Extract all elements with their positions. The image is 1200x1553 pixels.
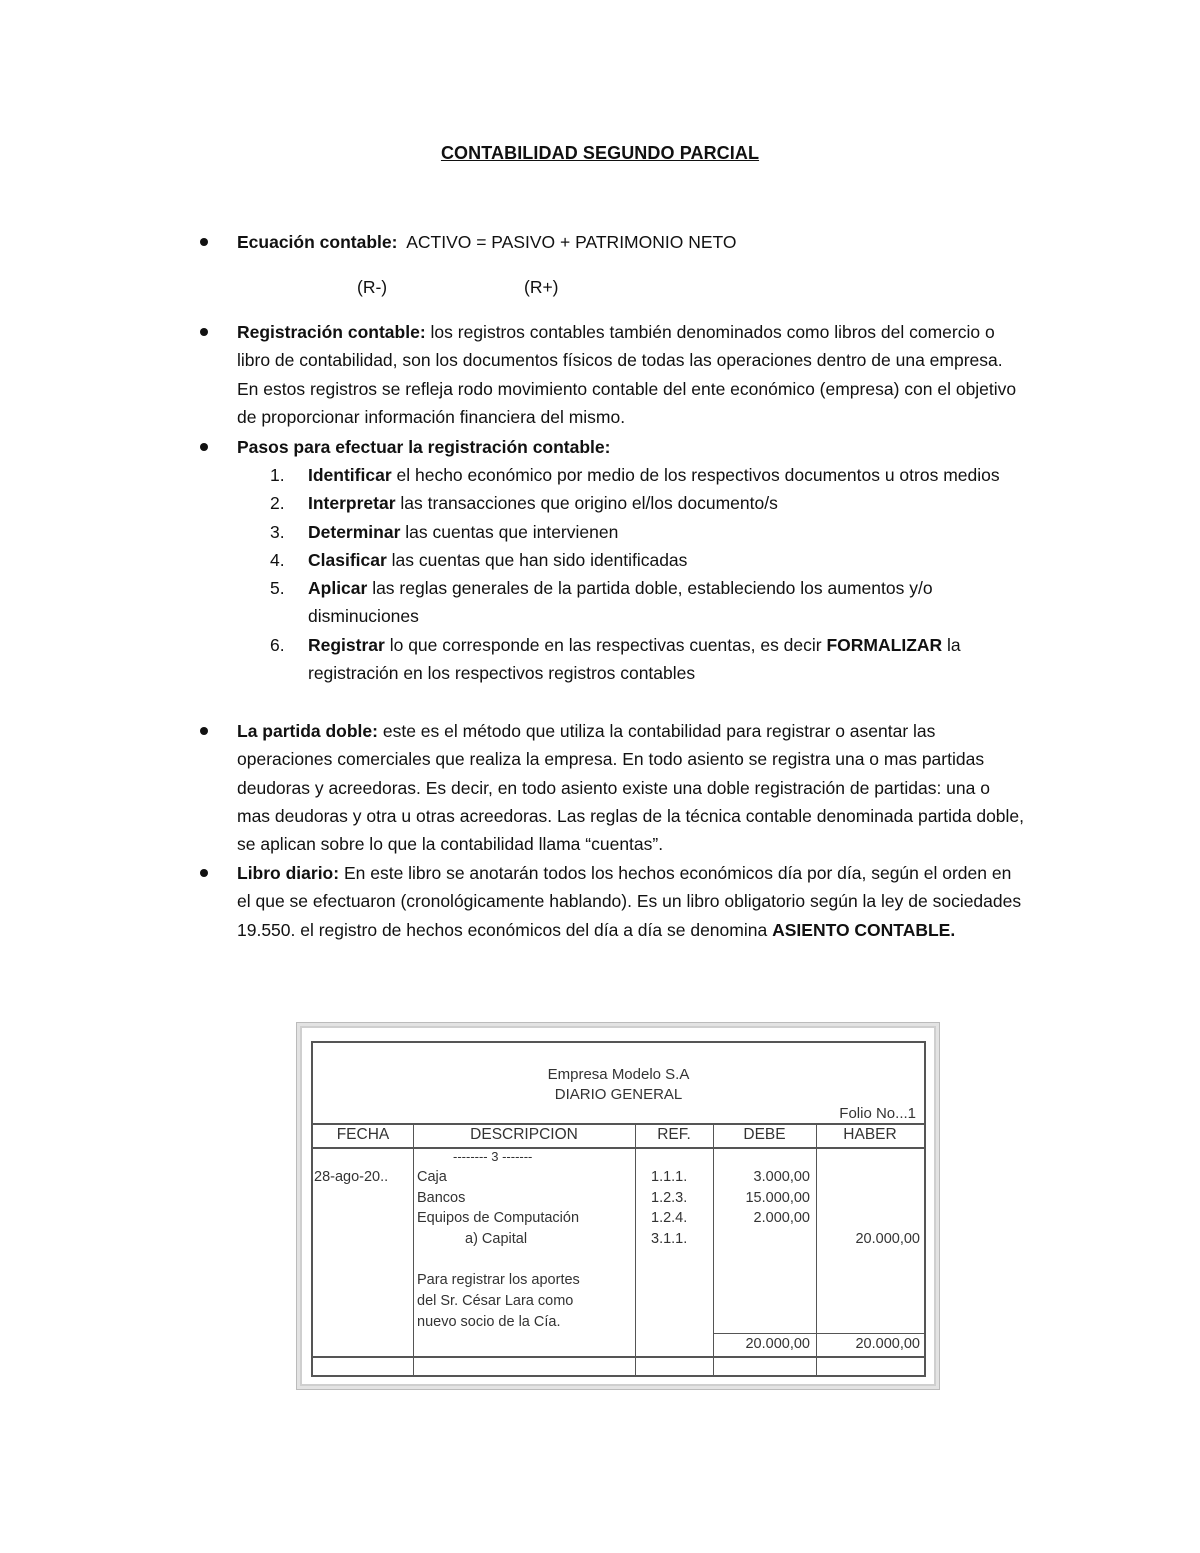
row-desc: a) Capital bbox=[465, 1231, 528, 1247]
step-verb: Registrar bbox=[308, 634, 385, 655]
header-debe: DEBE bbox=[743, 1126, 786, 1143]
note-line: nuevo socio de la Cía. bbox=[417, 1314, 561, 1330]
ecuacion-label: Ecuación contable: bbox=[237, 232, 398, 252]
ecuacion-formula: ACTIVO = PASIVO + PATRIMONIO NETO bbox=[406, 232, 737, 252]
ledger-header-row bbox=[313, 1123, 924, 1149]
ledger-book-title: DIARIO GENERAL bbox=[554, 1086, 683, 1103]
partida-label: La partida doble: bbox=[237, 721, 378, 741]
bullet-icon bbox=[200, 443, 208, 451]
header-haber: HABER bbox=[843, 1126, 897, 1143]
row-debe: 15.000,00 bbox=[745, 1190, 810, 1206]
r-plus-label: (R+) bbox=[524, 277, 559, 297]
step-text: las cuentas que intervienen bbox=[400, 521, 619, 542]
step-number: 6. bbox=[270, 634, 285, 655]
pasos-heading bbox=[237, 433, 1027, 461]
step-number: 3. bbox=[270, 521, 285, 542]
total-haber: 20.000,00 bbox=[855, 1336, 920, 1352]
step-number: 5. bbox=[270, 578, 285, 599]
bullet-icon bbox=[200, 727, 208, 735]
ledger-bottom-line bbox=[313, 1356, 924, 1358]
ledger-company: Empresa Modelo S.A bbox=[547, 1066, 690, 1083]
step-text: lo que corresponde en las respectivas cuentas, es decir bbox=[384, 634, 827, 655]
row-ref: 1.1.1. bbox=[651, 1169, 688, 1185]
row-haber: 20.000,00 bbox=[855, 1231, 920, 1247]
step-text: el hecho económico por medio de los respectivos documentos u otros medios bbox=[391, 465, 1000, 485]
total-debe: 20.000,00 bbox=[745, 1336, 810, 1352]
pasos-list bbox=[270, 461, 1030, 687]
header-fecha: FECHA bbox=[336, 1126, 390, 1143]
step-number: 4. bbox=[270, 549, 285, 570]
diario-general-figure bbox=[296, 1022, 940, 1390]
column-divider bbox=[635, 1123, 636, 1375]
bullet-icon bbox=[200, 869, 208, 877]
step-text: las cuentas que han sido identificadas bbox=[386, 549, 688, 570]
list-item bbox=[270, 461, 1030, 489]
row-desc: Bancos bbox=[417, 1190, 466, 1206]
column-divider bbox=[413, 1123, 414, 1375]
diario-bold-end: ASIENTO CONTABLE. bbox=[772, 919, 956, 940]
asiento-marker: -------- 3 ------- bbox=[453, 1149, 533, 1164]
note-line: Para registrar los aportes bbox=[417, 1272, 580, 1288]
partida-text: este es el método que utiliza la contabilidad para registrar o asentar las operaciones comerciales que realiza la empresa. En todo asiento se registra una o mas partidas deudoras y acreedoras. Es decir, en todo asiento existe una doble registración de partidas: una o mas deudoras y otra u otras acreedoras. Las reglas de la técnica contable denominada partida doble, se aplican sobre lo que la contabilidad llama “cuentas”. bbox=[237, 721, 1025, 855]
header-ref: REF. bbox=[657, 1126, 691, 1143]
row-ref: 1.2.3. bbox=[651, 1190, 688, 1206]
step-number: 1. bbox=[270, 465, 285, 485]
list-item bbox=[270, 518, 1030, 546]
row-desc: Equipos de Computación bbox=[417, 1210, 580, 1226]
bullet-icon bbox=[200, 328, 208, 336]
row-debe: 3.000,00 bbox=[753, 1169, 810, 1185]
step-text-end: la registración en los respectivos registros contables bbox=[308, 634, 961, 684]
step-text: las reglas generales de la partida doble, estableciendo los aumentos y/o disminuciones bbox=[308, 578, 933, 627]
diario-text: En este libro se anotarán todos los hechos económicos día por día, según el orden en el que se efectuaron (cronológicamente hablando). Es un libro obligatorio según la ley de sociedades 19.550. el registro de hechos económicos del día a día se denomina bbox=[237, 863, 1022, 940]
step-text: las transacciones que origino el/los documento/s bbox=[395, 493, 778, 514]
row-debe: 2.000,00 bbox=[753, 1210, 810, 1226]
step-verb: Interpretar bbox=[308, 493, 396, 514]
note-line: del Sr. César Lara como bbox=[417, 1293, 574, 1309]
ecuacion-paragraph bbox=[237, 228, 1027, 256]
step-verb: Identificar bbox=[308, 465, 392, 485]
entry-date: 28-ago-20.. bbox=[314, 1169, 389, 1185]
row-ref: 3.1.1. bbox=[651, 1231, 688, 1247]
diario-paragraph bbox=[237, 859, 1027, 944]
list-item bbox=[270, 489, 1030, 517]
header-descripcion: DESCRIPCION bbox=[470, 1126, 578, 1143]
step-emphasis: FORMALIZAR bbox=[826, 634, 943, 655]
list-item bbox=[270, 546, 1030, 574]
list-item bbox=[270, 631, 1030, 688]
pasos-label: Pasos para efectuar la registración contable: bbox=[237, 437, 611, 457]
registracion-paragraph bbox=[237, 318, 1027, 431]
r-minus-label: (R-) bbox=[357, 277, 388, 297]
step-verb: Determinar bbox=[308, 521, 401, 542]
row-desc: Caja bbox=[417, 1169, 447, 1185]
row-ref: 1.2.4. bbox=[651, 1210, 688, 1226]
step-verb: Clasificar bbox=[308, 549, 387, 570]
step-number: 2. bbox=[270, 493, 285, 514]
page-title: CONTABILIDAD SEGUNDO PARCIAL bbox=[440, 143, 760, 163]
ledger-table bbox=[311, 1041, 926, 1377]
registracion-label: Registración contable: bbox=[237, 322, 426, 342]
bullet-icon bbox=[200, 238, 208, 246]
partida-paragraph bbox=[237, 717, 1027, 858]
list-item bbox=[270, 574, 1030, 631]
step-verb: Aplicar bbox=[308, 578, 368, 599]
ledger-folio: Folio No...1 bbox=[839, 1105, 916, 1122]
diario-label: Libro diario: bbox=[237, 863, 340, 883]
registracion-text: los registros contables también denominados como libros del comercio o libro de contabilidad, son los documentos físicos de todas las operaciones dentro de una empresa. En estos registros se refleja rodo movimiento contable del ente económico (empresa) con el objetivo de proporcionar información financiera del mismo. bbox=[237, 322, 1017, 427]
